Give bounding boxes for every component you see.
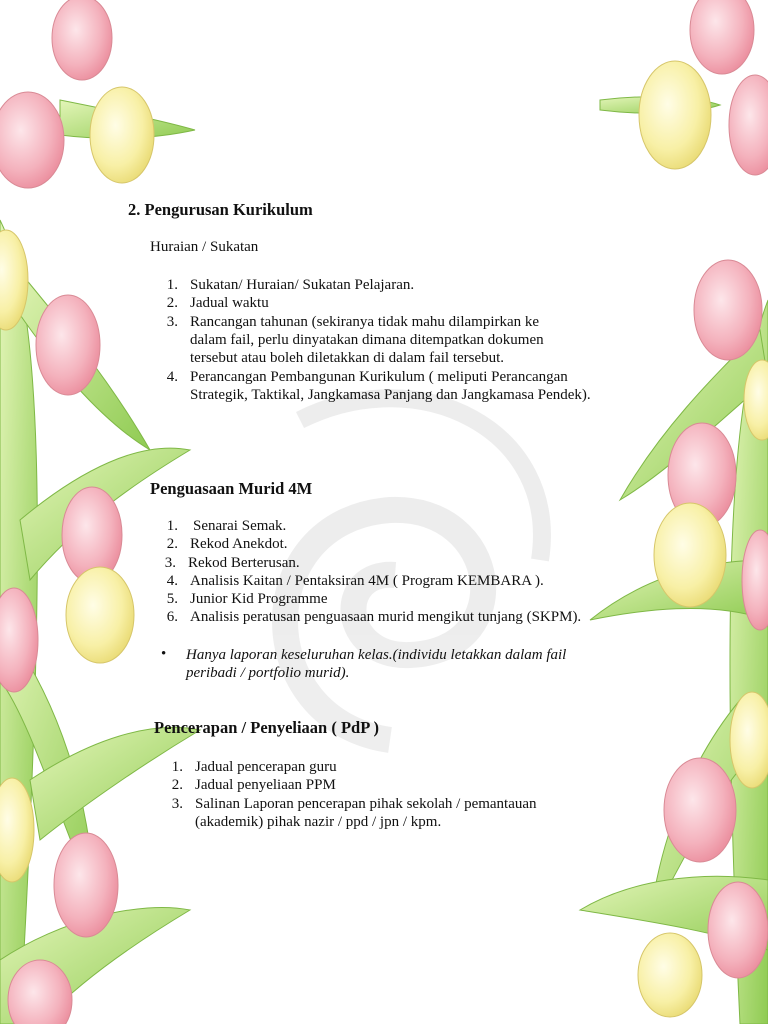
list-number: 3. xyxy=(164,555,176,571)
list-number: 1. xyxy=(166,277,178,293)
bullet-text: peribadi / portfolio murid). xyxy=(186,665,350,681)
bullet-dot-icon: • xyxy=(161,646,167,662)
watermark-swirl xyxy=(285,398,542,740)
list-number: 4. xyxy=(166,369,178,385)
list-text: Strategik, Taktikal, Jangkamasa Panjang dan Jangkamasa Pendek). xyxy=(190,387,591,403)
list-text: Rancangan tahunan (sekiranya tidak mahu dilampirkan ke xyxy=(190,314,540,330)
list-text: Analisis peratusan penguasaan murid mengikut tunjang (SKPM). xyxy=(190,609,582,625)
list-text: tersebut atau boleh diletakkan di dalam fail tersebut. xyxy=(190,350,505,366)
list-number: 4. xyxy=(166,573,178,589)
list-text: Analisis Kaitan / Pentaksiran 4M ( Program KEMBARA ). xyxy=(190,573,544,589)
list-number: 3. xyxy=(166,314,178,330)
list-number: 2. xyxy=(166,295,178,311)
list-text: Jadual penyeliaan PPM xyxy=(195,777,336,793)
list-text: dalam fail, perlu dinyatakan dimana ditempatkan dokumen xyxy=(190,332,544,348)
list-text: Jadual pencerapan guru xyxy=(195,759,337,775)
list-text: Rekod Berterusan. xyxy=(188,555,300,571)
list-text: Salinan Laporan pencerapan pihak sekolah / pemantauan xyxy=(195,796,537,812)
section-heading-penguasaan: Penguasaan Murid 4M xyxy=(150,479,313,498)
list-text: Jadual waktu xyxy=(190,295,269,311)
list-text: Junior Kid Programme xyxy=(190,591,328,607)
list-number: 6. xyxy=(166,609,178,625)
section-heading-pencerapan: Pencerapan / Penyeliaan ( PdP ) xyxy=(154,718,380,737)
list-text: Senarai Semak. xyxy=(193,518,287,534)
list-text: Sukatan/ Huraian/ Sukatan Pelajaran. xyxy=(190,277,415,293)
list-number: 1. xyxy=(166,518,178,534)
list-text: Rekod Anekdot. xyxy=(190,536,288,552)
list-number: 2. xyxy=(166,536,178,552)
subheading-huraian: Huraian / Sukatan xyxy=(150,239,259,255)
list-number: 3. xyxy=(171,796,183,812)
list-text: (akademik) pihak nazir / ppd / jpn / kpm. xyxy=(195,814,442,830)
list-number: 2. xyxy=(171,777,183,793)
bullet-text: Hanya laporan keseluruhan kelas.(individu letakkan dalam fail xyxy=(186,647,567,663)
list-number: 5. xyxy=(166,591,178,607)
list-number: 1. xyxy=(171,759,183,775)
list-text: Perancangan Pembangunan Kurikulum ( meliputi Perancangan xyxy=(190,369,568,385)
section-heading-kurikulum: 2. Pengurusan Kurikulum xyxy=(128,200,313,219)
